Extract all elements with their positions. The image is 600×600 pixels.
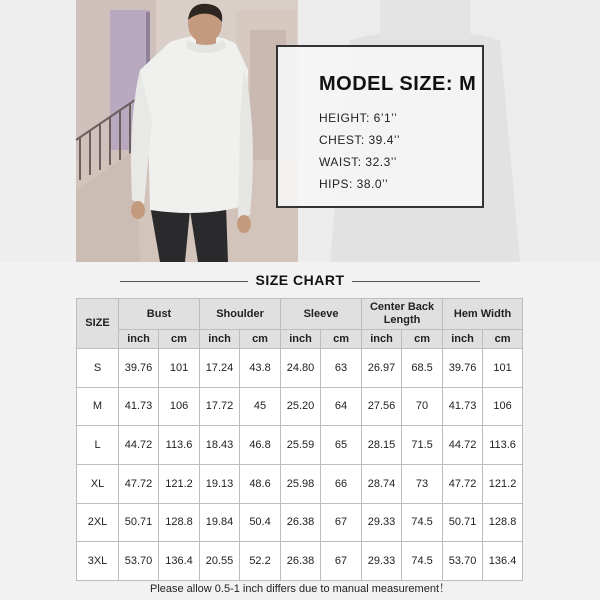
model-photo-panel xyxy=(0,0,600,262)
table-cell: 64 xyxy=(321,387,362,426)
table-cell: 74.5 xyxy=(402,503,443,542)
sleeve-header: Sleeve xyxy=(281,299,362,330)
bust-header: Bust xyxy=(119,299,200,330)
table-cell: 128.8 xyxy=(159,503,200,542)
table-row xyxy=(77,426,523,465)
table-cell: 67 xyxy=(321,542,362,581)
unit-header: inch xyxy=(200,330,240,349)
table-cell: 50.71 xyxy=(119,503,159,542)
table-cell: 45 xyxy=(240,387,281,426)
table-cell: 43.8 xyxy=(240,349,281,388)
table-cell: 25.98 xyxy=(281,464,321,503)
table-cell: 65 xyxy=(321,426,362,465)
table-cell: 25.59 xyxy=(281,426,321,465)
measurement-note: Please allow 0.5-1 inch differs due to manual measurement！ xyxy=(149,583,450,595)
table-cell: 19.13 xyxy=(200,464,240,503)
table-cell: 46.8 xyxy=(240,426,281,465)
unit-header: inch xyxy=(119,330,159,349)
table-cell: 44.72 xyxy=(119,426,159,465)
table-cell: 68.5 xyxy=(402,349,443,388)
table-cell: 113.6 xyxy=(483,426,523,465)
table-cell: 50.71 xyxy=(443,503,483,542)
table-cell: 41.73 xyxy=(443,387,483,426)
center-back-length-header: Center Back Length xyxy=(362,299,443,330)
table-cell: 28.74 xyxy=(362,464,402,503)
unit-header: inch xyxy=(443,330,483,349)
size-column-header: SIZE xyxy=(77,299,119,349)
table-row xyxy=(77,503,523,542)
header-group-row xyxy=(77,299,523,330)
table-cell: 47.72 xyxy=(443,464,483,503)
unit-header: inch xyxy=(281,330,321,349)
table-cell: 29.33 xyxy=(362,503,402,542)
table-cell: 24.80 xyxy=(281,349,321,388)
table-cell: 73 xyxy=(402,464,443,503)
size-chart-title: SIZE CHART xyxy=(255,272,345,288)
model-hips: HIPS: 38.0’’ xyxy=(319,177,389,191)
unit-header: cm xyxy=(240,330,281,349)
table-cell: 39.76 xyxy=(119,349,159,388)
table-cell: 48.6 xyxy=(240,464,281,503)
table-cell: 121.2 xyxy=(483,464,523,503)
table-cell: 136.4 xyxy=(159,542,200,581)
table-cell: 101 xyxy=(483,349,523,388)
model-waist: WAIST: 32.3’’ xyxy=(319,155,397,169)
table-cell: 25.20 xyxy=(281,387,321,426)
table-cell: 17.24 xyxy=(200,349,240,388)
table-row xyxy=(77,349,523,388)
table-cell: 50.4 xyxy=(240,503,281,542)
table-cell: 67 xyxy=(321,503,362,542)
unit-header: cm xyxy=(321,330,362,349)
table-cell: 121.2 xyxy=(159,464,200,503)
table-cell: 113.6 xyxy=(159,426,200,465)
size-cell: L xyxy=(77,426,119,465)
shoulder-header: Shoulder xyxy=(200,299,281,330)
table-cell: 53.70 xyxy=(443,542,483,581)
model-chest: CHEST: 39.4’’ xyxy=(319,133,400,147)
table-cell: 70 xyxy=(402,387,443,426)
table-cell: 66 xyxy=(321,464,362,503)
table-cell: 26.38 xyxy=(281,542,321,581)
table-cell: 26.38 xyxy=(281,503,321,542)
table-cell: 27.56 xyxy=(362,387,402,426)
table-cell: 106 xyxy=(159,387,200,426)
table-cell: 20.55 xyxy=(200,542,240,581)
size-cell: S xyxy=(77,349,119,388)
size-chart-section xyxy=(0,262,600,600)
size-cell: 3XL xyxy=(77,542,119,581)
table-cell: 71.5 xyxy=(402,426,443,465)
table-cell: 63 xyxy=(321,349,362,388)
size-chart-table xyxy=(76,298,523,581)
unit-header: cm xyxy=(483,330,523,349)
table-cell: 53.70 xyxy=(119,542,159,581)
table-cell: 52.2 xyxy=(240,542,281,581)
model-height: HEIGHT: 6’1’’ xyxy=(319,111,398,125)
table-cell: 29.33 xyxy=(362,542,402,581)
table-cell: 44.72 xyxy=(443,426,483,465)
table-cell: 101 xyxy=(159,349,200,388)
table-cell: 41.73 xyxy=(119,387,159,426)
table-cell: 106 xyxy=(483,387,523,426)
table-row xyxy=(77,387,523,426)
table-cell: 18.43 xyxy=(200,426,240,465)
size-cell: XL xyxy=(77,464,119,503)
unit-header: inch xyxy=(362,330,402,349)
size-cell: 2XL xyxy=(77,503,119,542)
size-cell: M xyxy=(77,387,119,426)
unit-header: cm xyxy=(402,330,443,349)
table-cell: 28.15 xyxy=(362,426,402,465)
title-divider-right xyxy=(352,281,480,282)
table-cell: 128.8 xyxy=(483,503,523,542)
table-cell: 74.5 xyxy=(402,542,443,581)
table-cell: 19.84 xyxy=(200,503,240,542)
model-size-title: MODEL SIZE: M xyxy=(319,73,477,95)
table-row xyxy=(77,464,523,503)
hem-width-header: Hem Width xyxy=(443,299,523,330)
table-cell: 26.97 xyxy=(362,349,402,388)
table-cell: 17.72 xyxy=(200,387,240,426)
table-cell: 136.4 xyxy=(483,542,523,581)
unit-header: cm xyxy=(159,330,200,349)
table-cell: 47.72 xyxy=(119,464,159,503)
table-row xyxy=(77,542,523,581)
model-size-box xyxy=(276,45,484,208)
table-cell: 39.76 xyxy=(443,349,483,388)
header-unit-row xyxy=(77,330,523,349)
